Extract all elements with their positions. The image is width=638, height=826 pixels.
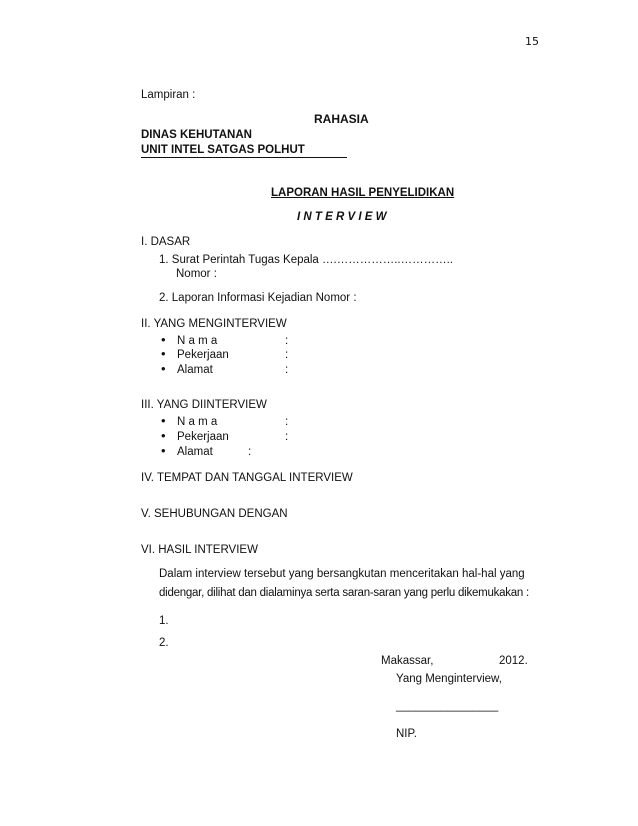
report-title: LAPORAN HASIL PENYELIDIKAN xyxy=(271,187,455,199)
diinterview-pekerjaan-colon: : xyxy=(285,431,289,443)
diinterview-nama-label: N a m a xyxy=(177,416,218,428)
section-tempat-heading: IV. TEMPAT DAN TANGGAL INTERVIEW xyxy=(141,472,353,484)
dasar-item-1: 1. Surat Perintah Tugas Kepala ….……………..………….. xyxy=(159,254,453,266)
dasar-item-2: 2. Laporan Informasi Kejadian Nomor : xyxy=(159,292,357,304)
signature-year: 2012. xyxy=(499,655,528,667)
signature-line: ________________ xyxy=(396,700,499,712)
signature-place: Makassar, xyxy=(381,655,434,667)
bullet-icon: • xyxy=(161,428,166,443)
bullet-icon: • xyxy=(161,413,166,428)
diinterview-alamat-label: Alamat xyxy=(177,446,213,458)
diinterview-alamat-colon: : xyxy=(248,446,252,458)
section-diinterview-heading: III. YANG DIINTERVIEW xyxy=(141,399,267,411)
lampiran-label: Lampiran : xyxy=(141,89,196,101)
menginterview-nama-label: N a m a xyxy=(177,335,218,347)
hasil-item-2: 2. xyxy=(159,637,169,649)
hasil-paragraph-line-1: Dalam interview tersebut yang bersangkutan menceritakan hal-hal yang xyxy=(159,568,525,580)
section-dasar-heading: I. DASAR xyxy=(141,236,191,248)
dasar-item-1-nomor: Nomor : xyxy=(176,268,217,280)
org-underline xyxy=(141,157,347,158)
hasil-paragraph-line-2: didengar, dilihat dan dialaminya serta saran-saran yang perlu dikemukakan : xyxy=(159,587,529,599)
menginterview-pekerjaan-label: Pekerjaan xyxy=(177,349,229,361)
section-hasil-heading: VI. HASIL INTERVIEW xyxy=(141,544,258,556)
hasil-item-1: 1. xyxy=(159,615,169,627)
signature-nip: NIP. xyxy=(396,728,417,740)
bullet-icon: • xyxy=(161,346,166,361)
menginterview-alamat-label: Alamat xyxy=(177,364,213,376)
section-sehubungan-heading: V. SEHUBUNGAN DENGAN xyxy=(141,508,288,520)
menginterview-pekerjaan-colon: : xyxy=(285,349,289,361)
bullet-icon: • xyxy=(161,332,166,347)
org-line-1: DINAS KEHUTANAN xyxy=(141,129,252,141)
classification-label: RAHASIA xyxy=(314,112,369,126)
org-line-2: UNIT INTEL SATGAS POLHUT xyxy=(141,144,305,156)
report-subtitle: I N T E R V I E W xyxy=(297,211,387,223)
page-number: 15 xyxy=(525,35,539,48)
menginterview-nama-colon: : xyxy=(285,335,289,347)
diinterview-nama-colon: : xyxy=(285,416,289,428)
bullet-icon: • xyxy=(161,361,166,376)
diinterview-pekerjaan-label: Pekerjaan xyxy=(177,431,229,443)
bullet-icon: • xyxy=(161,443,166,458)
section-menginterview-heading: II. YANG MENGINTERVIEW xyxy=(141,318,287,330)
menginterview-alamat-colon: : xyxy=(285,364,289,376)
signature-role: Yang Menginterview, xyxy=(396,673,502,685)
